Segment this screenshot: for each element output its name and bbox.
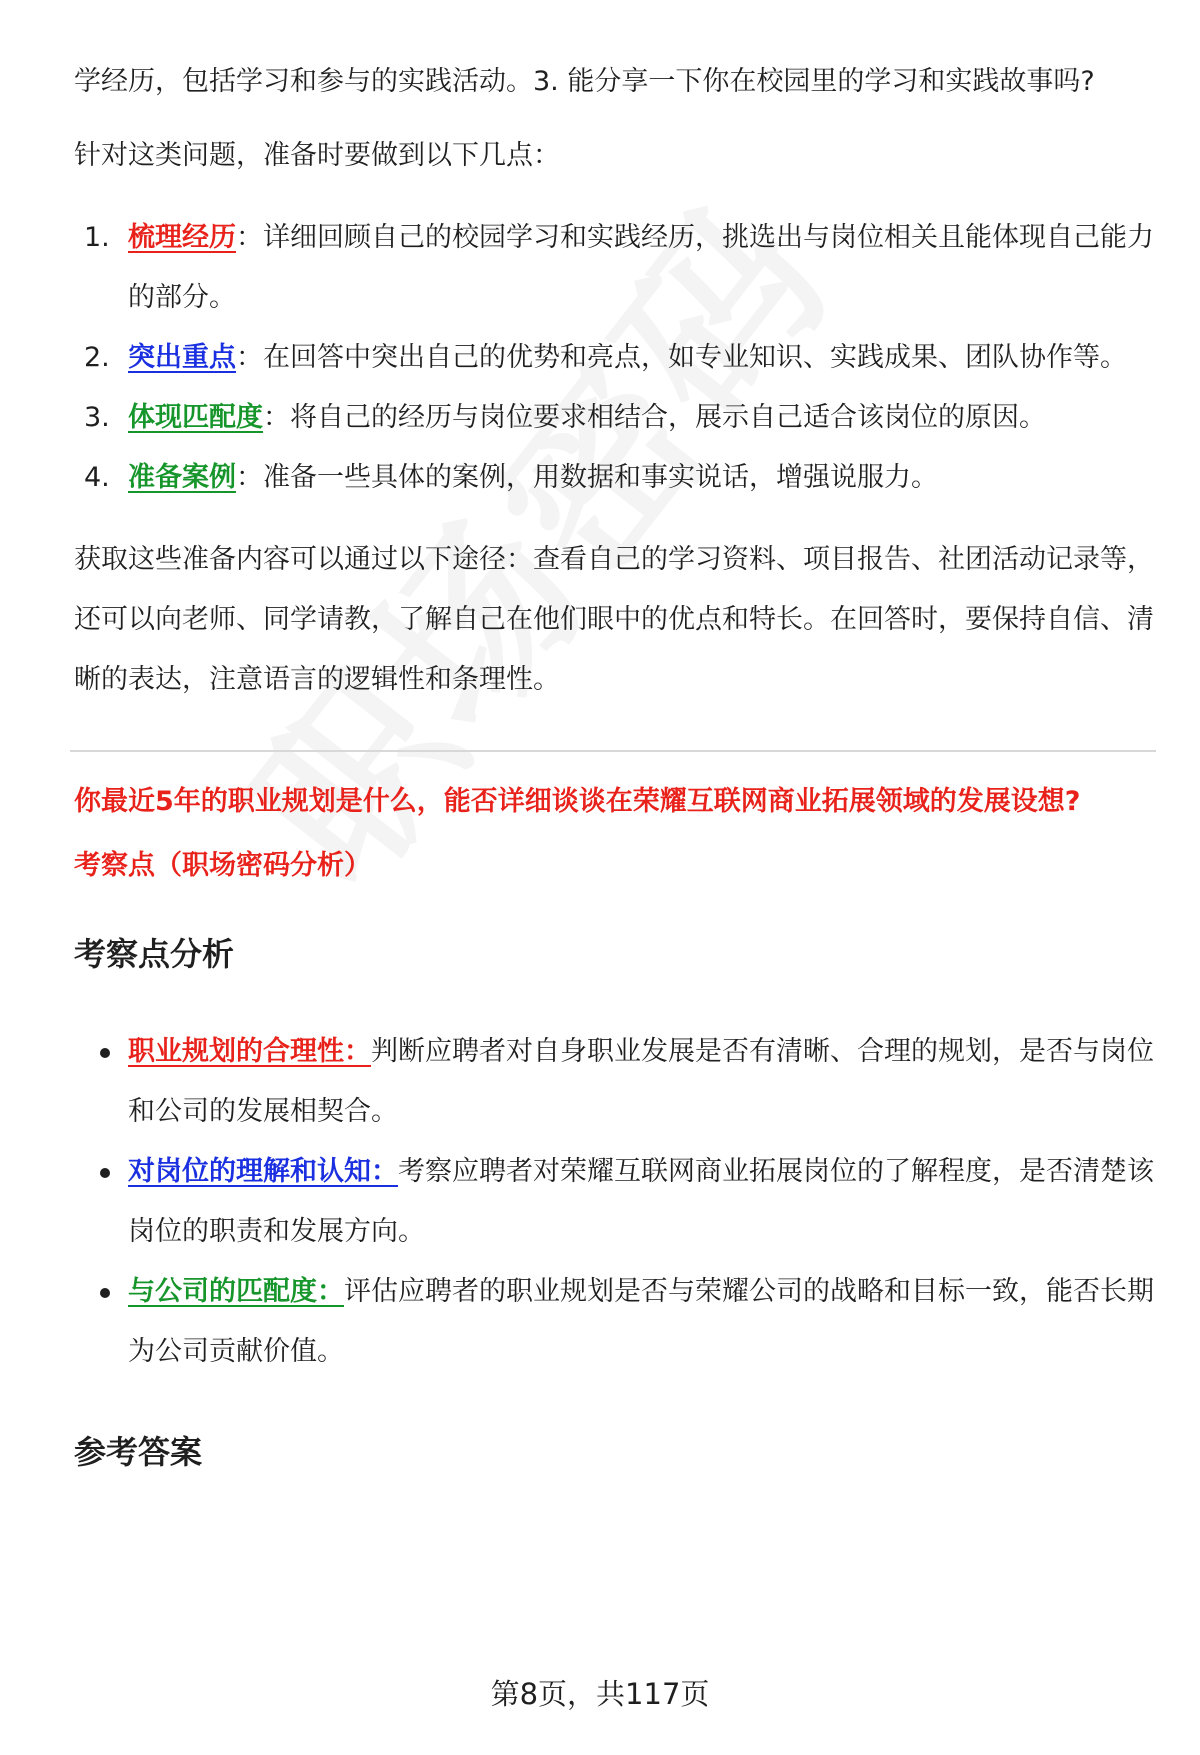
step-number: 1.	[84, 222, 110, 253]
step-text: ：将自己的经历与岗位要求相结合，展示自己适合该岗位的原因。	[263, 402, 1046, 433]
list-item	[74, 388, 1154, 448]
step-keyword: 准备案例	[128, 462, 236, 493]
step-number: 4.	[84, 462, 110, 493]
point-text: 判断应聘者对自身职业发展是否有清晰、合理的规划，是否与岗位和公司的发展相契合。	[128, 1036, 1154, 1127]
point-keyword: 职业规划的合理性：	[128, 1036, 371, 1067]
step-keyword: 突出重点	[128, 342, 236, 373]
closing-paragraph: 获取这些准备内容可以通过以下途径：查看自己的学习资料、项目报告、社团活动记录等，还可以向老师、同学请教，了解自己在他们眼中的优点和特长。在回答时，要保持自信、清晰的表达，注意语言的逻辑性和条理性。	[74, 544, 1154, 695]
lead-paragraph: 针对这类问题，准备时要做到以下几点：	[74, 140, 560, 171]
list-item	[74, 1262, 1154, 1382]
bullet-icon	[100, 1048, 110, 1058]
list-item	[74, 208, 1154, 328]
step-text: ：在回答中突出自己的优势和亮点，如专业知识、实践成果、团队协作等。	[236, 342, 1127, 373]
list-item	[74, 1142, 1154, 1262]
sub-heading: 考察点（职场密码分析）	[74, 850, 371, 881]
step-number: 2.	[84, 342, 110, 373]
point-text: 评估应聘者的职业规划是否与荣耀公司的战略和目标一致，能否长期为公司贡献价值。	[128, 1276, 1154, 1367]
point-text: 考察应聘者对荣耀互联网商业拓展岗位的了解程度，是否清楚该岗位的职责和发展方向。	[128, 1156, 1154, 1247]
step-keyword: 梳理经历	[128, 222, 236, 253]
answer-heading: 参考答案	[74, 1433, 203, 1471]
intro-paragraph: 学经历，包括学习和参与的实践活动。3. 能分享一下你在校园里的学习和实践故事吗?	[74, 66, 1095, 97]
step-keyword: 体现匹配度	[128, 402, 263, 433]
step-number: 3.	[84, 402, 110, 433]
list-item	[74, 448, 1154, 508]
point-keyword: 与公司的匹配度：	[128, 1276, 344, 1307]
list-item	[74, 1022, 1154, 1142]
question-heading: 你最近5年的职业规划是什么，能否详细谈谈在荣耀互联网商业拓展领域的发展设想?	[74, 786, 1081, 817]
step-text: ：详细回顾自己的校园学习和实践经历，挑选出与岗位相关且能体现自己能力的部分。	[128, 222, 1154, 313]
analysis-heading: 考察点分析	[74, 935, 235, 973]
page-number: 第8页，共117页	[490, 1677, 710, 1711]
content	[74, 52, 1154, 1474]
bullet-icon	[100, 1288, 110, 1298]
section-divider	[70, 750, 1156, 752]
bullet-icon	[100, 1168, 110, 1178]
step-text: ：准备一些具体的案例，用数据和事实说话，增强说服力。	[236, 462, 938, 493]
point-keyword: 对岗位的理解和认知：	[128, 1156, 398, 1187]
analysis-points-list	[74, 1022, 1154, 1382]
steps-list	[74, 208, 1154, 508]
list-item	[74, 328, 1154, 388]
